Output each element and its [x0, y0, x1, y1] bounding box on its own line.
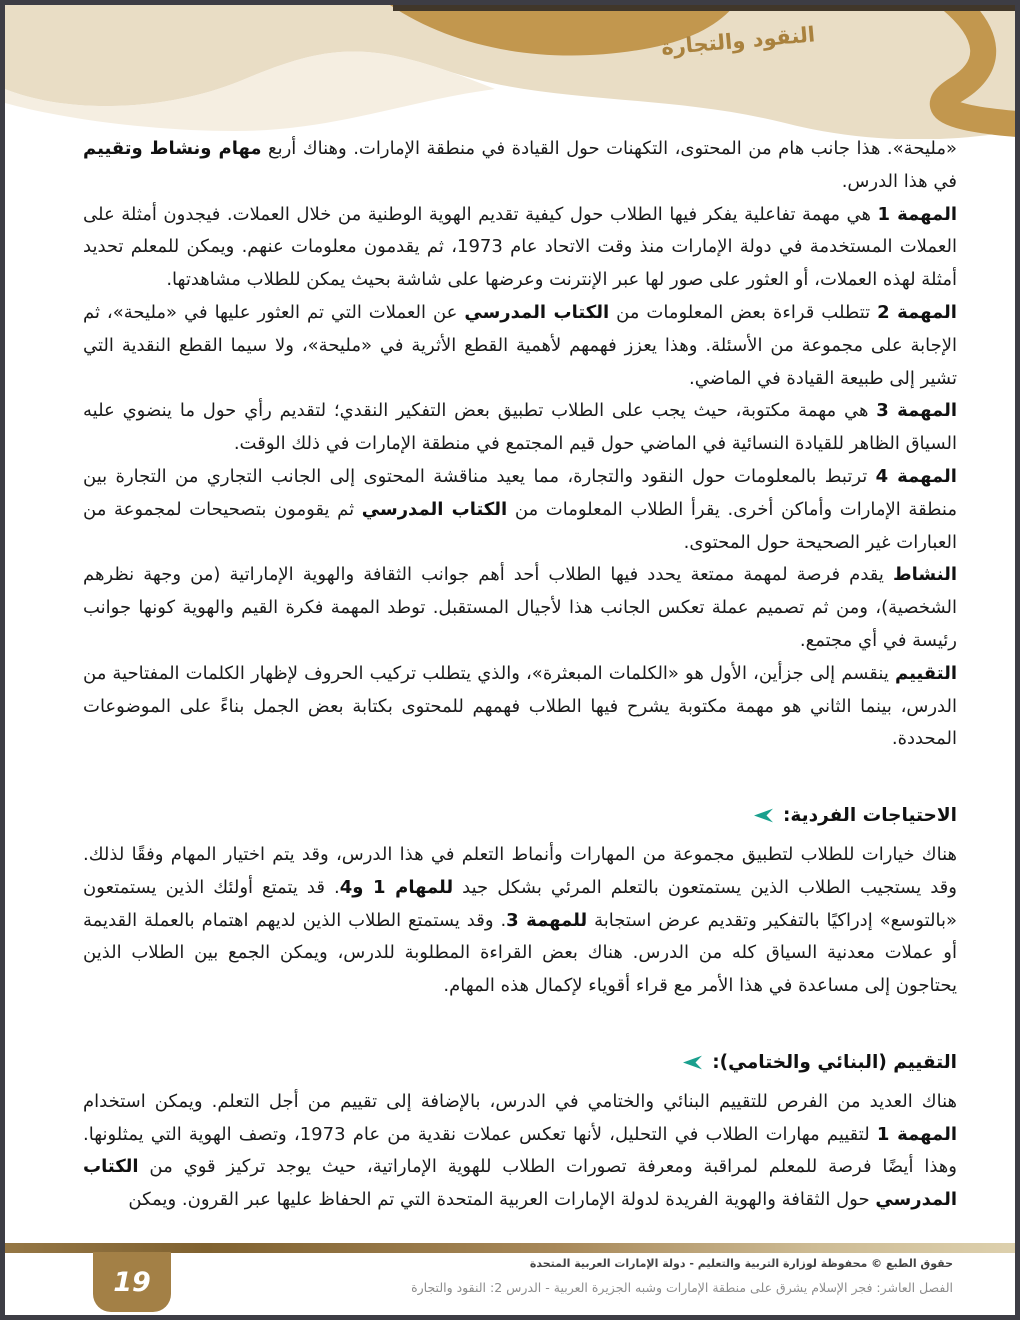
text-segment: هناك خيارات للطلاب لتطبيق مجموعة من المهارات وأنماط التعلم في هذا الدرس، وقد يتم اختيار المهام وفقًا لذلك. وقد يستجيب الطلاب الذين يستمتعون بالتعلم المرئي بشكل جيد	[83, 843, 957, 898]
bold-text-segment: المهمة 3	[876, 400, 957, 422]
bold-text-segment: للمهمة 3	[506, 909, 588, 931]
bold-text-segment: المهمة 1	[876, 1123, 958, 1145]
text-segment: «مليحة». هذا جانب هام من المحتوى، التكهنات حول القيادة في منطقة الإمارات. وهناك أربع	[261, 138, 957, 159]
header-wave-decoration	[5, 5, 1015, 139]
section-heading	[83, 800, 957, 833]
paragraph	[83, 559, 957, 657]
section-arrow-icon	[754, 808, 773, 823]
bold-text-segment: المهمة 4	[875, 465, 957, 487]
body-content	[83, 133, 957, 1217]
copyright-line: حقوق الطبع © محفوظة لوزارة التربية والتعليم - دولة الإمارات العربية المتحدة	[529, 1257, 953, 1270]
paragraph	[83, 199, 957, 297]
bold-text-segment: المهمة 1	[877, 203, 957, 225]
text-segment: حول الثقافة والهوية الفريدة لدولة الإمارات العربية المتحدة التي تم الحفاظ عليها عبر القرون. ويمكن	[128, 1189, 876, 1211]
bold-text-segment: المهمة 2	[877, 301, 957, 323]
text-segment: ينقسم إلى جزأين، الأول هو «الكلمات المبعثرة»، والذي يتطلب تركيب الحروف لإظهار الكلمات المفتاحية من الدرس، بينما الثاني هو مهمة مكتوبة يشرح فيها الطلاب فهمهم للمحتوى بكتابة بعض الجمل بناءً على الموضوعات المحددة.	[83, 662, 957, 750]
page-number: 19	[113, 1266, 151, 1298]
paragraph	[83, 133, 957, 199]
page-title: النقود والتجارة	[659, 22, 816, 60]
bold-text-segment: للمهام 1 و4	[339, 876, 454, 898]
paragraph	[83, 395, 957, 461]
paragraph	[83, 1086, 957, 1217]
footer-credits	[411, 1257, 953, 1295]
bold-text-segment: الاحتياجات الفردية:	[783, 805, 957, 827]
section-arrow-icon	[683, 1055, 702, 1070]
bold-text-segment: النشاط	[892, 564, 957, 586]
section-heading	[83, 1047, 957, 1080]
bold-text-segment: الكتاب المدرسي	[83, 1156, 957, 1211]
text-segment: هناك العديد من الفرص للتقييم البنائي والختامي في الدرس، بالإضافة إلى تقييم من أجل التعلم. ويمكن استخدام	[83, 1090, 957, 1112]
text-segment: هي مهمة مكتوبة، حيث يجب على الطلاب تطبيق بعض التفكير النقدي؛ لتقديم رأي حول ما ينضوي عليه السياق الظاهر للقيادة النسائية في الماضي حول قيم المجتمع في منطقة الإمارات في ذلك الوقت.	[83, 400, 957, 455]
text-segment: . قد يتمتع أولئك الذين يستمتعون «بالتوسع» إدراكيًا بالتفكير وتقديم عرض استجابة	[83, 876, 958, 931]
page-number-tab	[93, 1252, 171, 1312]
paragraph	[83, 658, 957, 756]
text-segment: ترتبط بالمعلومات حول النقود والتجارة، مما يعيد مناقشة المحتوى إلى الجانب التجاري من التجارة بين منطقة الإمارات وأماكن أخرى. يقرأ الطلاب المعلومات من	[83, 465, 958, 520]
text-segment: . وقد يستمتع الطلاب الذين لديهم اهتمام بالعملة القديمة أو عملات معدنية السياق كله من الدرس. هناك بعض القراءة المطلوبة للدرس، ويمكن الجمع بين الطلاب الذين يحتاجون إلى مساعدة في هذا الأمر مع قراء أقوياء لإكمال هذه المهام.	[83, 909, 957, 997]
chapter-line: الفصل العاشر: فجر الإسلام يشرق على منطقة الإمارات وشبه الجزيرة العربية - الدرس 2: النقود والتجارة	[411, 1280, 953, 1295]
text-segment: هي مهمة تفاعلية يفكر فيها الطلاب حول كيفية تقديم الهوية الوطنية من خلال العملات. فيجدون أمثلة على العملات المستخدمة في دولة الإمارات منذ وقت الاتحاد عام 1973، ثم يقدمون معلومات عنهم. ويمكن للمعلم تحديد أمثلة لهذه العملات، أو العثور على صور لها عبر الإنترنت وعرضها على شاشة بحيث يمكن للطلاب مشاهدتها.	[83, 203, 957, 291]
text-segment: لتقييم مهارات الطلاب في التحليل، لأنها تعكس عملات نقدية من عام 1973، وتصف الهوية التي يمثلونها. وهذا أيضًا فرصة للمعلم لمراقبة ومعرفة تصورات الطلاب للهوية الإماراتية، حيث يوجد تركيز قوي من	[83, 1123, 957, 1178]
text-segment: ثم يقومون بتصحيحات لمجموعة من العبارات غير الصحيحة حول المحتوى.	[83, 498, 957, 553]
paragraph	[83, 839, 957, 1003]
paragraph	[83, 461, 957, 559]
text-segment: عن العملات التي تم العثور عليها في «مليحة»، ثم الإجابة على مجموعة من الأسئلة. وهذا يعزز فهمهم لأهمية القطع الأثرية في «مليحة»، ولا سيما القطع النقدية التي تشير إلى طبيعة القيادة في الماضي.	[83, 301, 957, 389]
text-segment: تتطلب قراءة بعض المعلومات من	[609, 301, 878, 323]
bold-text-segment: الكتاب المدرسي	[464, 301, 610, 323]
text-segment: في هذا الدرس.	[841, 170, 957, 192]
bold-text-segment: مهام ونشاط وتقييم	[83, 138, 262, 159]
text-segment: يقدم فرصة لمهمة ممتعة يحدد فيها الطلاب أحد أهم جوانب الثقافة والهوية الإماراتية (من وجهة نظرهم الشخصية)، ومن ثم تصميم عملة تعكس الجانب هذا لأجيال المستقبل. توطد المهمة فكرة القيم والهوية كونها جوانب رئيسة في أي مجتمع.	[83, 564, 957, 651]
scan-edge-artifact	[393, 5, 1015, 11]
bold-text-segment: التقييم	[894, 662, 957, 684]
paragraph	[83, 297, 957, 395]
bold-text-segment: الكتاب المدرسي	[361, 498, 508, 520]
bold-text-segment: التقييم (البنائي والختامي):	[712, 1051, 957, 1073]
